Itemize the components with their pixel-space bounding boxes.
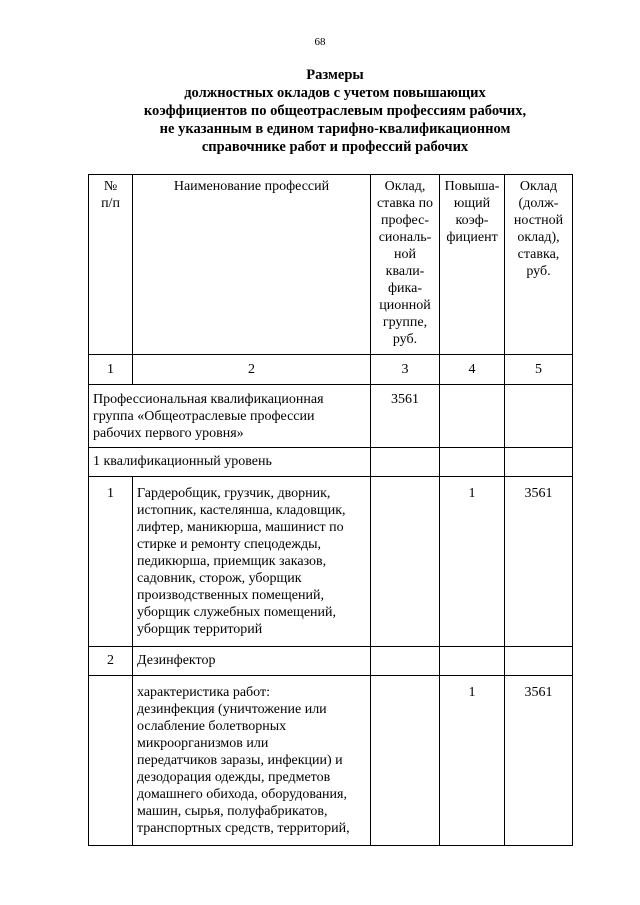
- qualification-level: 1 квалификационный уровень: [89, 448, 371, 477]
- coefficient: 1: [440, 676, 505, 846]
- row-number: 2: [89, 647, 133, 676]
- column-number: 4: [440, 355, 505, 385]
- empty-cell: [440, 448, 505, 477]
- header-number: № п/п: [89, 175, 133, 355]
- title-line: справочнике работ и профессий рабочих: [201, 139, 469, 155]
- page-number: 68: [314, 36, 326, 48]
- profession-name: Дезинфектор: [133, 647, 371, 676]
- header-coefficient: Повыша- ющий коэф- фициент: [440, 175, 505, 355]
- salary-table: [88, 174, 573, 846]
- group-name: Профессиональная квалификационная группа «Общеотраслевые профессии рабочих первого уровня»: [89, 385, 371, 448]
- profession-name: Гардеробщик, грузчик, дворник, истопник, кастелянша, кладовщик, лифтер, маникюрша, машинист по стирке и ремонту спецодежды, педикюрша, приемщик заказов, садовник, сторож, уборщик производственных помещений, уборщик служебных помещений, уборщик территорий: [133, 477, 371, 647]
- base-salary: [371, 647, 440, 676]
- header-salary: Оклад (долж- ностной оклад), ставка, руб.: [505, 175, 573, 355]
- empty-cell: [505, 448, 573, 477]
- row-number: 1: [89, 477, 133, 647]
- title-line: Размеры: [306, 67, 364, 83]
- column-numbers-row: [89, 355, 573, 385]
- level-row: [89, 448, 573, 477]
- coefficient: [440, 647, 505, 676]
- salary: 3561: [505, 676, 573, 846]
- empty-cell: [505, 385, 573, 448]
- row-number: [89, 676, 133, 846]
- base-salary: [371, 676, 440, 846]
- salary: [505, 647, 573, 676]
- empty-cell: [440, 385, 505, 448]
- group-base-salary: 3561: [371, 385, 440, 448]
- header-profession: Наименование профессий: [133, 175, 371, 355]
- empty-cell: [371, 448, 440, 477]
- table-row: [89, 676, 573, 846]
- column-number: 5: [505, 355, 573, 385]
- profession-name: характеристика работ: дезинфекция (уничтожение или ослабление болетворных микроорганизмов или передатчиков заразы, инфекции) и дезодорация одежды, предметов домашнего обихода, оборудования, машин, сырья, полуфабрикатов, транспортных средств, территорий,: [133, 676, 371, 846]
- column-number: 3: [371, 355, 440, 385]
- salary: 3561: [505, 477, 573, 647]
- coefficient: 1: [440, 477, 505, 647]
- title-line: должностных окладов с учетом повышающих: [184, 85, 486, 101]
- title-line: коэффициентов по общеотраслевым профессиям рабочих,: [143, 103, 527, 119]
- header-row: [89, 175, 573, 355]
- document-title: [60, 66, 610, 156]
- group-row: [89, 385, 573, 448]
- base-salary: [371, 477, 440, 647]
- table-row: [89, 647, 573, 676]
- column-number: 2: [133, 355, 371, 385]
- header-base-salary: Оклад, ставка по профес- сиональ- ной квали- фика- ционной группе, руб.: [371, 175, 440, 355]
- table-row: [89, 477, 573, 647]
- title-line: не указанным в едином тарифно-квалификационном: [159, 121, 511, 137]
- column-number: 1: [89, 355, 133, 385]
